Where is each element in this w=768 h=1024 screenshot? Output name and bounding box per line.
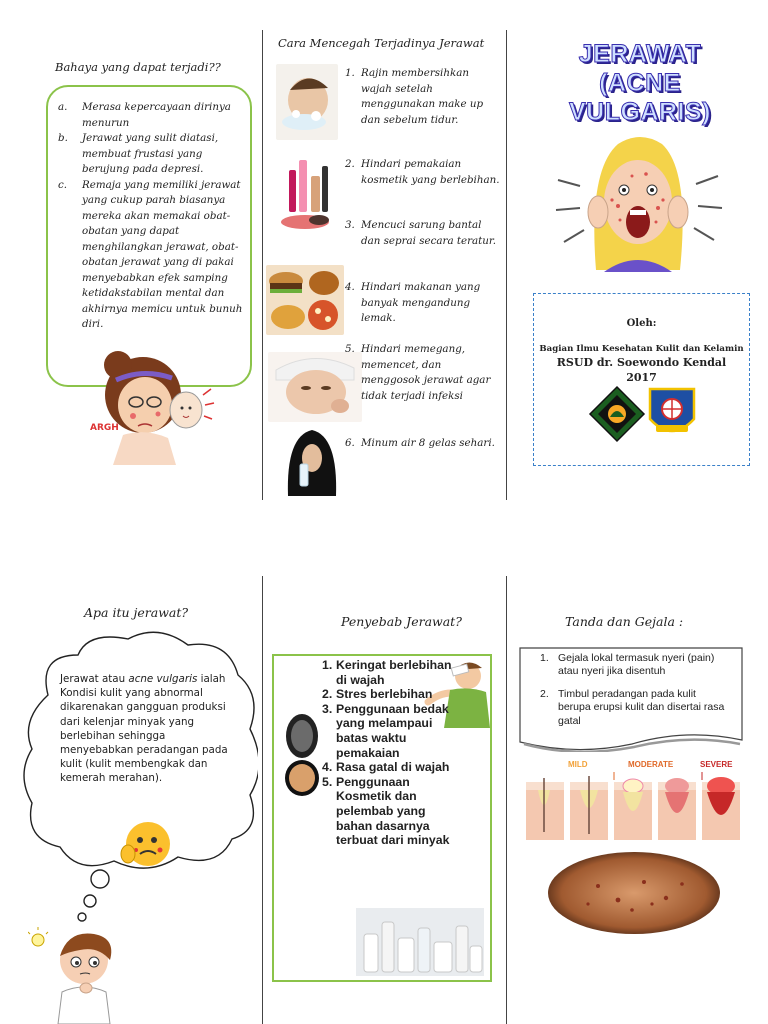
column-divider (262, 30, 263, 500)
list-item: 5. Penggunaan Kosmetik dan pelembab yang bahan dasarnya terbuat dari minyak (322, 774, 450, 848)
severity-label-moderate: MODERATE (628, 760, 674, 769)
face-washing-photo (276, 64, 338, 140)
compact-powder-photo (280, 710, 324, 800)
prevention-section-title: Cara Mencegah Terjadinya Jerawat (278, 36, 485, 50)
girl-holding-baby-illustration (88, 350, 218, 465)
drinking-water-photo (282, 426, 342, 496)
causes-list (322, 658, 462, 848)
list-item: 4. Rasa gatal di wajah (322, 760, 450, 775)
list-item: a. Merasa kepercayaan dirinya menurun (58, 101, 231, 129)
list-item: 1. Rajin membersihkan wajah setelah menggunakan make up dan sebelum tidur. (345, 67, 484, 126)
department-name: Bagian Ilmu Kesehatan Kulit dan Kelamin (539, 344, 744, 354)
list-item: 2. Stres berlebihan (322, 687, 433, 702)
acne-skin-closeup-photo (548, 852, 720, 934)
column-divider (506, 30, 507, 500)
list-item: c. Remaja yang memiliki jerawat yang cukup parah biasanya mereka akan memakai obat-obatan yang dapat menghilangkan jerawat, obat-obatan jerawat yang di pakai menyebabkan efek samping ketidakstabilan mental dan akhirnya memicu untuk bunuh diri. (58, 178, 243, 330)
acne-definition-text: Jerawat atau acne vulgaris ialah Kondisi kulit yang abnormal dikarenakan gangguan produksi dari kelenjar minyak yang berlebihan sehingga menyebabkan peradangan pada kulit (kulit membengkak dan kemerah merahan). (60, 673, 228, 785)
severity-label-mild: MILD (568, 760, 588, 769)
kendal-regency-emblem-logo (646, 385, 698, 443)
cover-title (540, 40, 740, 127)
fatty-food-photo (266, 265, 344, 335)
by-label: Oleh: (626, 318, 657, 329)
column-divider (262, 576, 263, 1024)
symptoms-section-title: Tanda dan Gejala : (565, 614, 684, 629)
list-item: 1. Keringat berlebihan di wajah (322, 658, 452, 687)
cosmetics-photo (275, 150, 339, 234)
university-seal-logo (588, 385, 646, 443)
list-item: 6. Minum air 8 gelas sehari. (345, 437, 495, 449)
argh-caption: ARGH (90, 423, 119, 433)
symptoms-list (540, 652, 730, 737)
screaming-woman-illustration (548, 130, 728, 272)
thinking-boy-illustration (28, 926, 128, 1024)
danger-list (58, 100, 243, 333)
publication-year: 2017 (626, 371, 657, 384)
hospital-name: RSUD dr. Soewondo Kendal (556, 356, 727, 369)
list-item: 2. Timbul peradangan pada kulit berupa erupsi kulit dan disertai rasa gatal (540, 687, 725, 727)
list-item: 3. Mencuci sarung bantal dan seprai secara teratur. (345, 219, 496, 247)
causes-section-title: Penyebab Jerawat? (341, 614, 462, 629)
acne-severity-diagram (524, 772, 744, 844)
what-is-acne-title: Apa itu jerawat? (84, 605, 189, 620)
list-item: 4. Hindari makanan yang banyak mengandung lemak. (345, 281, 481, 324)
list-item: 1. Gejala lokal termasuk nyeri (pain) atau nyeri jika disentuh (540, 652, 715, 678)
list-item: 5. Hindari memegang, memencet, dan menggosok jerawat agar tidak terjadi infeksi (345, 343, 491, 402)
list-item: b. Jerawat yang sulit diatasi, membuat frustasi yang berujung pada depresi. (58, 132, 219, 175)
list-item: 2. Hindari pemakaian kosmetik yang berlebihan. (345, 158, 500, 186)
list-item: 3. Penggunaan bedak yang melampaui batas waktu pemakaian (322, 701, 449, 760)
danger-section-title: Bahaya yang dapat terjadi?? (55, 60, 221, 74)
severity-label-severe: SEVERE (700, 760, 733, 769)
skincare-bottles-photo (356, 908, 484, 976)
pimple-face-emoji-icon (118, 816, 174, 872)
column-divider (506, 576, 507, 1024)
cover-title-line1: JERAWAT (578, 40, 702, 68)
cover-title-line2: (ACNE VULGARIS) (569, 69, 711, 126)
